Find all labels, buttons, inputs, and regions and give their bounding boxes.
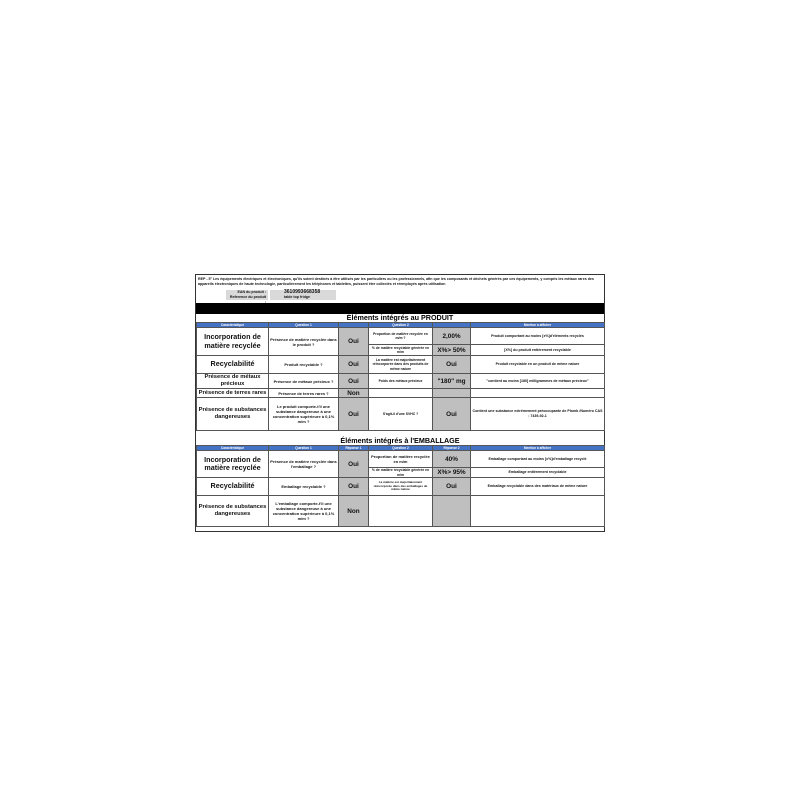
packaging-table [196, 445, 605, 527]
ean-label: EAN du produit : [226, 290, 268, 295]
intro-text: REP - 5° Les équipements électriques et électroniques, qu'ils soient destinés à être utilisés par les particuliers ou les professionnels, afin que les composants et déchets générés par ces équipements, y compris les métaux rares des appareils électroniques de haute technologie, particulièrement les téléphones et tablettes, puissent être collectés et réemployés après utilisation [198, 277, 594, 286]
characteristic-cell: Présence de terres rares [197, 389, 269, 398]
table-row [197, 478, 605, 496]
answer2-cell: Oui [433, 398, 471, 431]
header-cell: Question 2 [369, 323, 433, 328]
header-cell: Question 2 [369, 446, 433, 451]
header-cell: Mention à afficher [471, 446, 605, 451]
characteristic-cell: Incorporation de matière recyclée [197, 451, 269, 478]
question2-cell: % de matière recyclable générée en m/m [369, 345, 433, 356]
product-section-title: Éléments intégrés au PRODUIT [346, 313, 454, 322]
table-row [197, 356, 605, 374]
characteristic-cell: Recyclabilité [197, 356, 269, 374]
mention-cell [471, 389, 605, 398]
document-sheet [195, 274, 605, 532]
answer2-cell: 2,00% [433, 328, 471, 345]
mention-cell: Emballage comportant au moins [x%]d'emballage recyclé [471, 451, 605, 468]
answer1-cell: Non [339, 496, 369, 527]
question2-cell: Proportion de matière recyclée en m/m [369, 451, 433, 468]
mention-cell: Produit comportant au moins [x%]d'éléments recyclés [471, 328, 605, 345]
characteristic-cell: Incorporation de matière recyclée [197, 328, 269, 356]
table-row [197, 328, 605, 345]
answer1-cell: Oui [339, 398, 369, 431]
answer2-cell [433, 389, 471, 398]
answer1-cell: Oui [339, 451, 369, 478]
reference-value: table top fridge [270, 295, 336, 300]
question2-cell: Poids des métaux précieux [369, 374, 433, 389]
answer1-cell: Oui [339, 374, 369, 389]
mention-cell: Produit recyclable en un produit de même nature [471, 356, 605, 374]
ean-value: 3610993668358 [270, 290, 336, 295]
question1-cell: Emballage recyclable ? [269, 478, 339, 496]
question2-cell: S'agit-il d'une SVHC ? [369, 398, 433, 431]
answer1-cell: Oui [339, 356, 369, 374]
header-cell: Caractéristique [197, 323, 269, 328]
answer2-cell: Oui [433, 478, 471, 496]
table-row [197, 398, 605, 431]
answer1-cell: Oui [339, 328, 369, 356]
packaging-section-title: Éléments intégrés à l'EMBALLAGE [340, 436, 460, 445]
table-row [197, 374, 605, 389]
header-cell: Mention à afficher [471, 323, 605, 328]
answer2-cell: X%> 95% [433, 468, 471, 478]
mention-cell [471, 496, 605, 527]
reference-label: Reference du produit : [226, 295, 268, 300]
characteristic-cell: Recyclabilité [197, 478, 269, 496]
table-row [197, 389, 605, 398]
question2-cell: La matière est majoritairement réincorporée dans des produits de même nature [369, 356, 433, 374]
answer2-cell: X%> 50% [433, 345, 471, 356]
header-cell: Question 1 [269, 323, 339, 328]
answer2-cell: "180" mg [433, 374, 471, 389]
question2-cell: % de matière recyclable générée en m/m [369, 468, 433, 478]
question1-cell: L'emballage comporte-t'il une substance dangereuse à une concentration supérieure à 0,1% m/m ? [269, 496, 339, 527]
question2-cell: Proportion de matière recyclée en m/m ? [369, 328, 433, 345]
question1-cell: Présence de métaux précieux ? [269, 374, 339, 389]
answer2-cell: 40% [433, 451, 471, 468]
header-cell: Question 1 [269, 446, 339, 451]
mention-cell: Emballage entièrement recyclable [471, 468, 605, 478]
question2-cell [369, 389, 433, 398]
answer1-cell: Oui [339, 478, 369, 496]
mention-cell: "contient au moins [180] milligrammes de métaux précieux" [471, 374, 605, 389]
mention-cell: [X%] du produit entièrement recyclable [471, 345, 605, 356]
header-cell: Réponse 1 [339, 446, 369, 451]
question1-cell: Présence de matière recyclée dans le produit ? [269, 328, 339, 356]
answer1-cell: Non [339, 389, 369, 398]
question2-cell: La matière est majoritairement réincorporée dans des emballages de même nature [369, 478, 433, 496]
answer2-cell [433, 496, 471, 527]
mention-cell: Emballage recyclable dans des matériaux de même nature [471, 478, 605, 496]
table-row [197, 496, 605, 527]
question1-cell: Présence de matière recyclée dans l'emballage ? [269, 451, 339, 478]
table-row [197, 451, 605, 468]
question1-cell: Présence de terres rares ? [269, 389, 339, 398]
characteristic-cell: Présence de substances dangereuses [197, 496, 269, 527]
characteristic-cell: Présence de métaux précieux [197, 374, 269, 389]
product-table [196, 322, 605, 431]
header-cell: Caractéristique [197, 446, 269, 451]
mention-cell: Contient une substance extrêmement préoccupante de Plomb /Numéro CAS : 7439-92-1 [471, 398, 605, 431]
question2-cell [369, 496, 433, 527]
characteristic-cell: Présence de substances dangereuses [197, 398, 269, 431]
question1-cell: Produit recyclable ? [269, 356, 339, 374]
header-cell: Réponse 2 [433, 446, 471, 451]
answer2-cell: Oui [433, 356, 471, 374]
question1-cell: Le produit comporte-t'il une substance dangereuse à une concentration supérieure à 0,1% m/m ? [269, 398, 339, 431]
